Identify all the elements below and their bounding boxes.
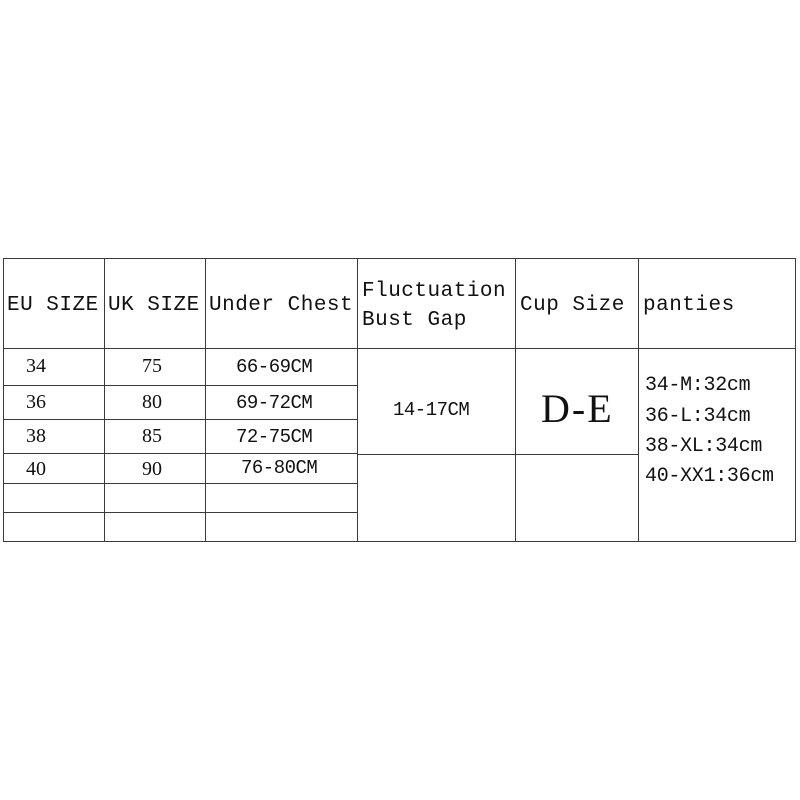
column-divider <box>205 258 206 542</box>
cell-cup-size: D-E <box>541 386 614 431</box>
cell-eu-size: 34 <box>26 355 46 377</box>
row-divider <box>3 483 358 484</box>
header-uk-size: UK SIZE <box>108 294 200 317</box>
header-eu-size: EU SIZE <box>7 294 99 317</box>
cell-under-chest: 72-75CM <box>236 426 313 448</box>
table-border-bottom <box>3 541 796 542</box>
header-under-chest: Under Chest <box>209 294 354 317</box>
cell-under-chest: 76-80CM <box>241 457 318 479</box>
column-divider <box>638 258 639 542</box>
cell-eu-size: 36 <box>26 391 46 413</box>
column-divider <box>104 258 105 542</box>
panties-size-item: 34-M:32cm <box>645 374 751 397</box>
header-bust-gap: Bust Gap <box>362 309 467 332</box>
cell-eu-size: 38 <box>26 425 46 447</box>
row-divider <box>3 512 358 513</box>
column-divider <box>357 258 358 542</box>
row-divider <box>3 453 358 454</box>
row-divider <box>3 419 358 420</box>
cell-eu-size: 40 <box>26 458 46 480</box>
cell-bust-gap: 14-17CM <box>393 399 470 421</box>
cell-uk-size: 85 <box>142 425 162 447</box>
cell-under-chest: 69-72CM <box>236 392 313 414</box>
cell-uk-size: 75 <box>142 355 162 377</box>
cell-uk-size: 90 <box>142 458 162 480</box>
table-border-right <box>795 258 796 542</box>
panties-size-item: 36-L:34cm <box>645 405 751 428</box>
table-border-left <box>3 258 4 542</box>
row-divider <box>3 385 358 386</box>
row-divider <box>357 454 639 455</box>
header-cup-size: Cup Size <box>520 294 625 317</box>
column-divider <box>515 258 516 542</box>
table-border-top <box>3 258 796 259</box>
header-fluctuation: Fluctuation <box>362 280 507 303</box>
header-divider <box>3 348 796 349</box>
header-panties: panties <box>643 294 735 317</box>
panties-size-item: 38-XL:34cm <box>645 435 763 458</box>
cell-under-chest: 66-69CM <box>236 356 313 378</box>
panties-size-item: 40-XX1:36cm <box>645 465 774 488</box>
cell-uk-size: 80 <box>142 391 162 413</box>
